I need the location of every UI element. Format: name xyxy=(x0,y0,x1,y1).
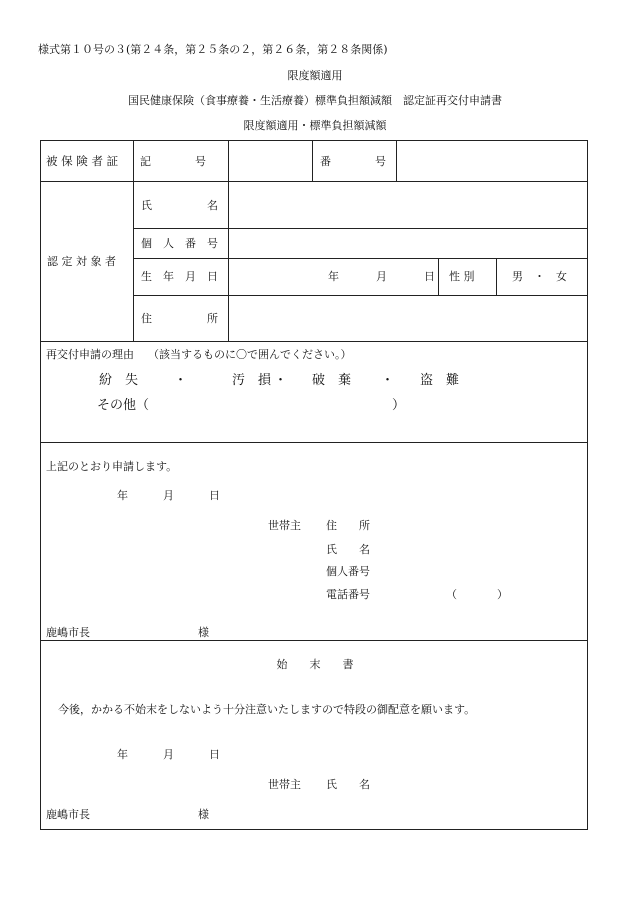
rule-number-left xyxy=(312,140,313,181)
rule-gender-left xyxy=(438,258,439,295)
reason-separator-2: ・ xyxy=(274,373,288,388)
title-line-2: 国民健康保険（食事療養・生活療養）標準負担額減額 認定証再交付申請書 xyxy=(128,94,502,107)
symbol-label: 記 号 xyxy=(140,155,206,168)
application-honorific: 様 xyxy=(198,626,209,639)
reason-separator-3: ・ xyxy=(381,373,395,388)
rule-after-name xyxy=(133,228,588,229)
householder-label: 世帯主 xyxy=(268,519,301,532)
apology-householder-label: 世帯主 xyxy=(268,778,301,791)
rule-after-reason xyxy=(40,442,588,443)
householder-address-label: 住 所 xyxy=(326,519,370,532)
rule-after-application xyxy=(40,640,588,641)
apology-title: 始 末 書 xyxy=(276,658,354,671)
title-line-3: 限度額適用・標準負担額減額 xyxy=(243,119,387,132)
application-day: 日 xyxy=(209,489,220,502)
apology-name-label: 氏 名 xyxy=(326,778,370,791)
householder-individual-number-label: 個人番号 xyxy=(326,565,370,578)
phone-close-paren: ） xyxy=(497,588,508,601)
phone-open-paren: （ xyxy=(446,588,457,601)
application-month: 月 xyxy=(163,489,174,502)
birth-year: 年 xyxy=(328,270,339,283)
reason-heading: 再交付申請の理由 xyxy=(46,348,134,361)
name-label: 氏 名 xyxy=(141,199,218,212)
rule-number-right xyxy=(396,140,397,181)
apology-statement: 今後，かかる不始末をしないよう十分注意いたしますので特段の御配意を願います。 xyxy=(58,703,476,716)
rule-field-column xyxy=(228,140,229,341)
householder-name-label: 氏 名 xyxy=(326,543,370,556)
apology-addressee: 鹿嶋市長 xyxy=(46,808,90,821)
rule-after-card xyxy=(40,181,588,182)
individual-number-label: 個 人 番 号 xyxy=(141,237,218,250)
birth-month: 月 xyxy=(376,270,387,283)
number-label: 番 号 xyxy=(320,155,386,168)
reason-option-stolen[interactable]: 盗 難 xyxy=(420,373,460,388)
reason-separator-1: ・ xyxy=(174,373,188,388)
rule-gender-right xyxy=(496,258,497,295)
apology-honorific: 様 xyxy=(198,808,209,821)
reason-other-label[interactable]: その他（ xyxy=(97,398,150,413)
apology-month: 月 xyxy=(163,748,174,761)
reason-other-close: ） xyxy=(392,398,406,413)
subject-label: 認 定 対 象 者 xyxy=(47,255,116,268)
rule-label-column xyxy=(133,140,134,341)
rule-after-individual-number xyxy=(133,258,588,259)
gender-options[interactable]: 男 ・ 女 xyxy=(512,270,567,283)
reason-option-destroyed[interactable]: 破 棄 xyxy=(312,373,352,388)
form-number: 様式第１０号の３(第２４条，第２５条の２，第２６条，第２８条関係) xyxy=(38,43,388,56)
householder-phone-label: 電話番号 xyxy=(326,588,370,601)
rule-after-birth xyxy=(133,295,588,296)
application-addressee: 鹿嶋市長 xyxy=(46,626,90,639)
title-line-1: 限度額適用 xyxy=(287,69,343,82)
form-frame xyxy=(40,140,588,830)
reason-option-lost[interactable]: 紛 失 xyxy=(99,373,139,388)
apology-year: 年 xyxy=(117,748,128,761)
birth-day: 日 xyxy=(424,270,435,283)
birth-label: 生 年 月 日 xyxy=(141,270,218,283)
application-year: 年 xyxy=(117,489,128,502)
address-label: 住 所 xyxy=(141,312,218,325)
reason-option-damaged[interactable]: 汚 損 xyxy=(232,373,272,388)
apology-day: 日 xyxy=(209,748,220,761)
gender-label: 性 別 xyxy=(449,270,475,283)
application-statement: 上記のとおり申請します。 xyxy=(46,460,178,473)
reason-instruction: （該当するものに〇で囲んでください。） xyxy=(148,348,352,361)
insurance-card-label: 被 保 険 者 証 xyxy=(46,154,119,168)
rule-after-subject xyxy=(40,341,588,342)
